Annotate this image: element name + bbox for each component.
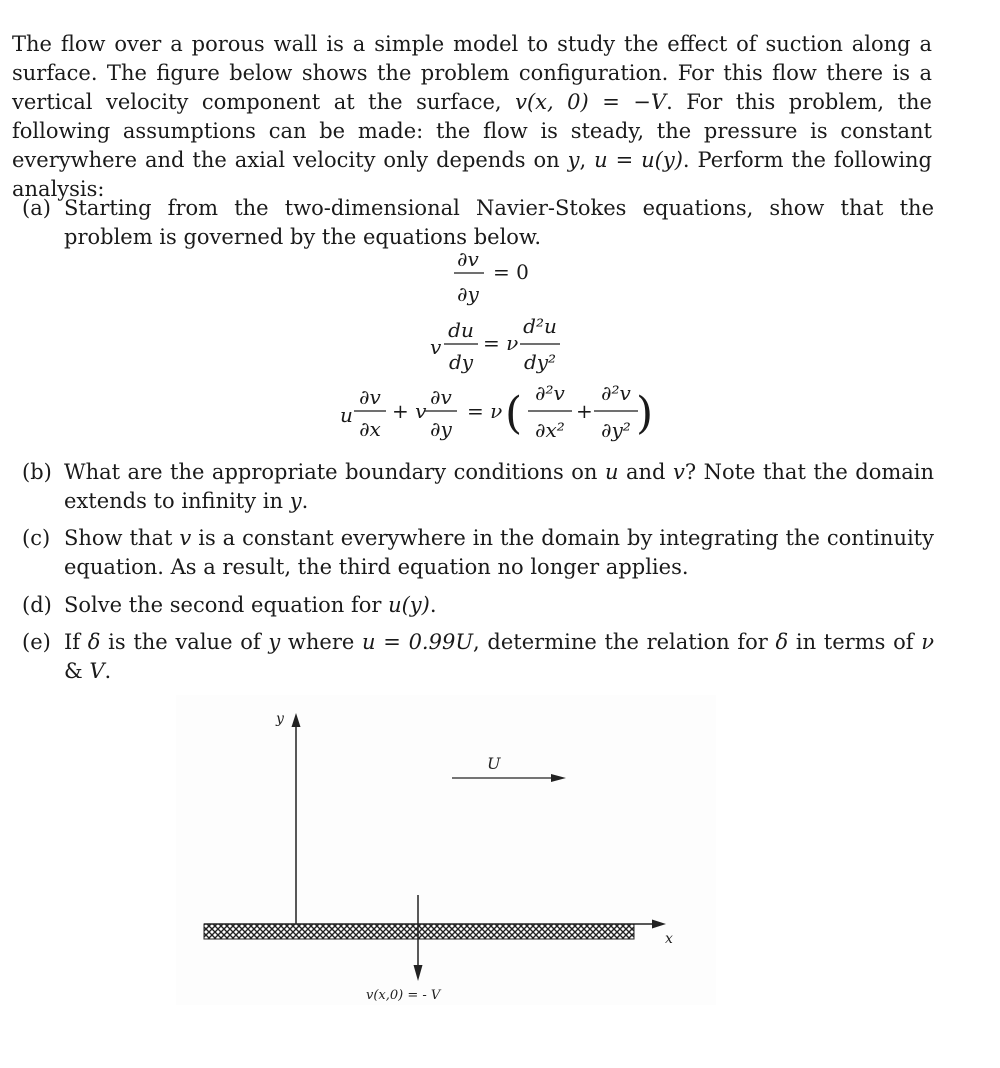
item-d-text-1: Solve the second equation for — [64, 593, 389, 617]
y-axis-label: y — [276, 711, 284, 727]
item-b-text-1: What are the appropriate boundary conditions on — [64, 460, 605, 484]
item-d — [22, 591, 934, 620]
intro-text-3: . Perform the following analysis: — [12, 148, 932, 201]
eq3-numerator-2: ∂v — [430, 385, 452, 409]
item-b-label: (b) — [22, 460, 52, 484]
var-delta-2: δ — [775, 630, 789, 654]
item-e-text-3: where — [280, 630, 363, 654]
eq3-numerator-4: ∂²v — [601, 381, 631, 405]
item-b-text — [64, 458, 934, 516]
var-V: V — [89, 659, 105, 683]
item-e-text-7: . — [104, 659, 112, 683]
eq2-denominator: dy — [448, 350, 474, 374]
x-axis-label: x — [665, 931, 673, 947]
var-u: u — [604, 460, 619, 484]
item-d-text — [64, 591, 934, 620]
item-b-text-4: . — [301, 489, 309, 513]
freestream-label: U — [487, 754, 501, 773]
var-y: y — [268, 630, 281, 654]
item-a-text: Starting from the two-dimensional Navier-Stokes equations, show that the problem is governed by the equations below. — [64, 196, 934, 249]
var-y: y — [289, 489, 302, 513]
item-c — [22, 524, 934, 582]
eq3-denominator-2: ∂y — [430, 417, 452, 441]
eq2-numerator: du — [448, 318, 474, 342]
intro-text-1: The flow over a porous wall is a simple model to study the effect of suction along a surface. The figure below shows the problem configuration. For this flow there is a vertical velocity component at the surface, — [12, 32, 932, 114]
item-d-text-2: . — [429, 593, 437, 617]
comma: , — [579, 148, 595, 172]
suction-boundary-condition-label: v(x,0) = - V — [366, 988, 441, 1003]
item-e-text-4: , determine the relation for — [473, 630, 776, 654]
eq2-numerator-2: d²u — [523, 314, 557, 338]
item-e — [22, 628, 934, 686]
eq3-left-paren: ( — [505, 388, 523, 439]
item-e-text — [64, 628, 934, 686]
eq1-rhs: = 0 — [493, 260, 529, 284]
eq3-plus-v: + v — [392, 399, 427, 423]
item-d-label: (d) — [22, 593, 52, 617]
eq3-plus: + — [576, 399, 593, 423]
flow-configuration-figure — [176, 695, 716, 1025]
item-c-text-2: is a constant everywhere in the domain by integrating the continuity equation. As a result, the third equation no longer applies. — [64, 526, 934, 579]
item-c-text-1: Show that — [64, 526, 180, 550]
var-y: y — [567, 148, 580, 172]
eq1-numerator: ∂v — [457, 247, 479, 271]
eq3-denominator-4: ∂y² — [601, 418, 631, 442]
item-a-label: (a) — [22, 196, 51, 220]
item-b-text-2: and — [618, 460, 673, 484]
figure-background — [176, 695, 716, 1005]
eq3-u: u — [340, 403, 353, 427]
eq2-denominator-2: dy² — [523, 350, 557, 374]
item-e-text-5: in terms of — [788, 630, 922, 654]
item-e-text-1: If — [64, 630, 88, 654]
boundary-condition: v(x, 0) = −V — [515, 90, 667, 114]
item-c-label: (c) — [22, 526, 51, 550]
u-of-y: u(y) — [388, 593, 430, 617]
var-v: v — [179, 526, 192, 550]
var-delta: δ — [87, 630, 101, 654]
item-b — [22, 458, 934, 516]
item-c-text — [64, 524, 934, 582]
eq3-equals: = ν — [467, 399, 503, 423]
porous-wall — [204, 924, 634, 939]
condition-u: u = 0.99U — [362, 630, 474, 654]
eq3-denominator-1: ∂x — [359, 417, 381, 441]
eq3-denominator-3: ∂x² — [535, 418, 565, 442]
item-e-text-2: is the value of — [100, 630, 269, 654]
eq2-pre: v — [430, 335, 442, 359]
item-e-label: (e) — [22, 630, 51, 654]
intro-text-2: . For this problem, the following assumptions can be made: the flow is steady, the pressure is constant everywhere and the axial velocity only depends on — [12, 90, 932, 172]
eq3-numerator-3: ∂²v — [535, 381, 565, 405]
eq1-denominator: ∂y — [457, 282, 479, 306]
eq2-equals: = ν — [483, 331, 519, 355]
u-of-y: u = u(y) — [594, 148, 683, 172]
var-v: v — [672, 460, 685, 484]
eq3-numerator-1: ∂v — [359, 385, 381, 409]
item-b-text-3: ? Note that the domain extends to infinity in — [64, 460, 935, 513]
item-e-text-6: & — [64, 659, 90, 683]
eq3-right-paren: ) — [636, 388, 654, 439]
var-nu: ν — [921, 630, 935, 654]
